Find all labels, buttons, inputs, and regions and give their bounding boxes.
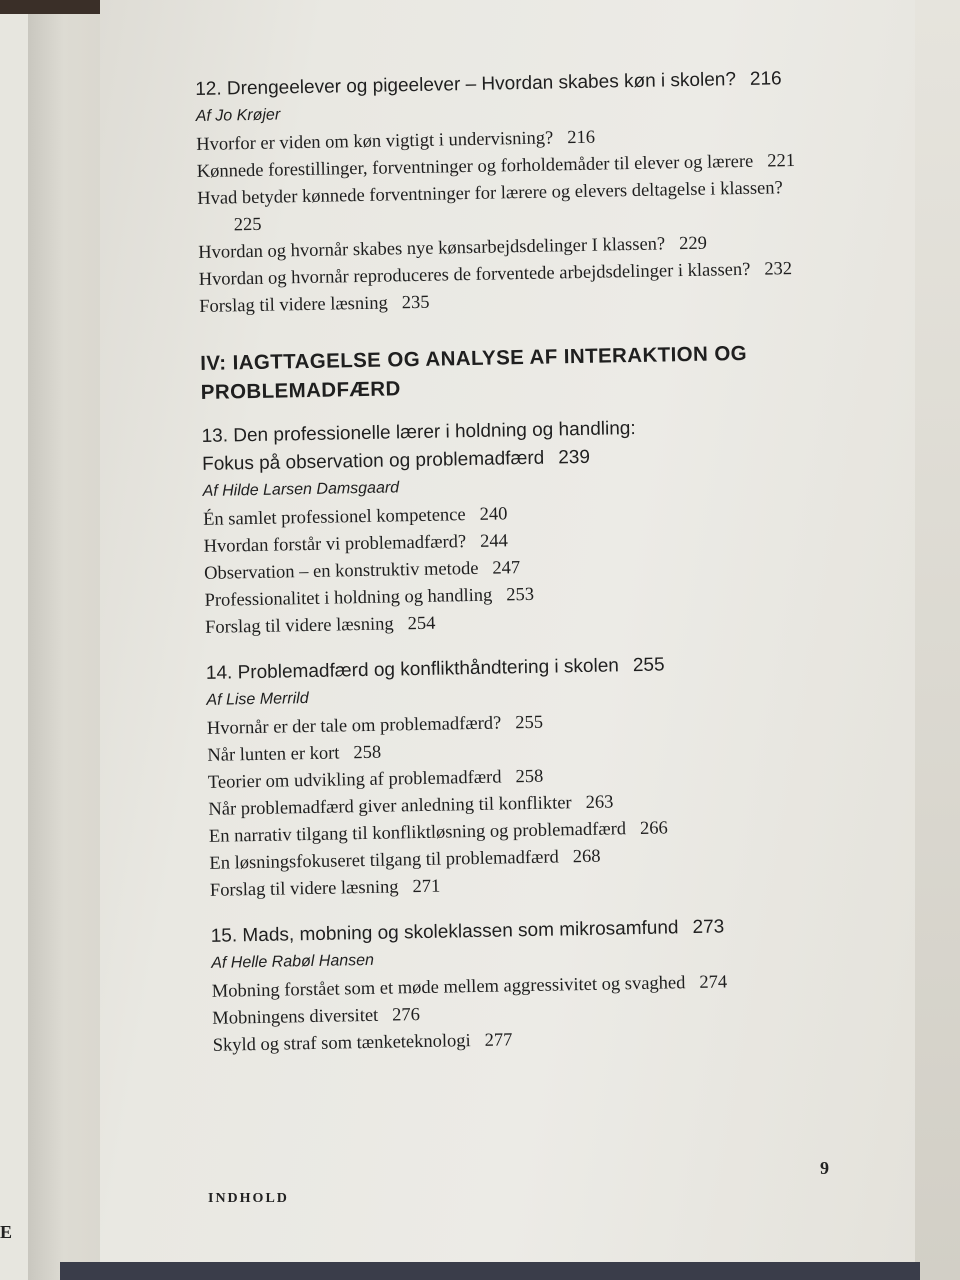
toc-entry: Observation – en konstruktiv metode 247 (203, 558, 521, 584)
toc-entry: Kønnede forestillinger, forventninger og forholdemåder til elever og lærere 221 (196, 151, 796, 182)
background-surface (915, 0, 960, 1280)
toc-entry: Hvordan og hvornår reproduceres de forventede arbejdsdelinger i klassen? 232 (198, 259, 793, 290)
toc-entry: Professionalitet i holdning og handling 253 (204, 584, 535, 611)
toc-entry: Hvornår er der tale om problemadfærd? 255 (206, 712, 544, 739)
toc-entry: Skyld og straf som tænketeknologi 277 (212, 1030, 513, 1056)
toc-entry: Hvordan forstår vi problemadfærd? 244 (203, 531, 509, 557)
running-footer-title: INDHOLD (208, 1191, 289, 1206)
chapter-12-heading: 12. Drengeelever og pigeelever – Hvordan skabes køn i skolen? 216 (195, 68, 782, 100)
table-of-contents (195, 65, 823, 1060)
spine-letter: E (0, 1222, 13, 1242)
section-iv-heading: IV: IAGTTAGELSE OG ANALYSE AF INTERAKTION OG PROBLEMADFÆRD (200, 341, 748, 404)
top-left-corner (0, 0, 100, 14)
toc-entry: En løsningsfokuseret tilgang til problemadfærd 268 (209, 846, 601, 874)
chapter-14-heading: 14. Problemadfærd og konflikthåndtering i skolen 255 (205, 654, 665, 684)
toc-entry: Forslag til videre læsning 271 (209, 876, 441, 901)
book-cover-edge (60, 1262, 920, 1280)
toc-entry: Når problemadfærd giver anledning til konflikter 263 (208, 792, 614, 820)
chapter-14-author: Af Lise Merrild (206, 690, 309, 709)
chapter-15-heading: 15. Mads, mobning og skoleklassen som mikrosamfund 273 (210, 916, 725, 947)
chapter-13-author: Af Hilde Larsen Damsgaard (202, 479, 400, 500)
chapter-13-subtitle: Fokus på observation og problemadfærd 239 (201, 446, 591, 475)
toc-entry: Forslag til videre læsning 235 (199, 292, 430, 317)
toc-entry: Mobningens diversitet 276 (212, 1005, 421, 1029)
chapter-12-author: Af Jo Krøjer (195, 106, 281, 125)
toc-entry: Hvordan og hvornår skabes nye kønsarbejdsdelinger I klassen? 229 (198, 233, 708, 263)
toc-entry: Teorier om udvikling af problemadfærd 258 (207, 766, 544, 793)
left-page-edge (0, 0, 28, 1280)
toc-entry: En narrativ tilgang til konfliktløsning og problemadfærd 266 (208, 818, 669, 847)
chapter-13-heading: 13. Den professionelle lærer i holdning og handling: (201, 417, 636, 447)
toc-entry: Én samlet professionel kompetence 240 (202, 504, 508, 530)
chapter-15-author: Af Helle Rabøl Hansen (211, 951, 375, 972)
toc-entry: Mobning forstået som et møde mellem aggressivitet og svaghed 274 (211, 972, 728, 1002)
toc-entry: Hvorfor er viden om køn vigtigt i undervisning? 216 (196, 127, 596, 155)
toc-entry: Forslag til videre læsning 254 (204, 613, 436, 638)
page-number: 9 (820, 1158, 829, 1178)
toc-entry: Hvad betyder kønnede forventninger for lærere og elevers deltagelse i klassen?225 (197, 178, 783, 236)
toc-entry: Når lunten er kort 258 (207, 742, 382, 766)
